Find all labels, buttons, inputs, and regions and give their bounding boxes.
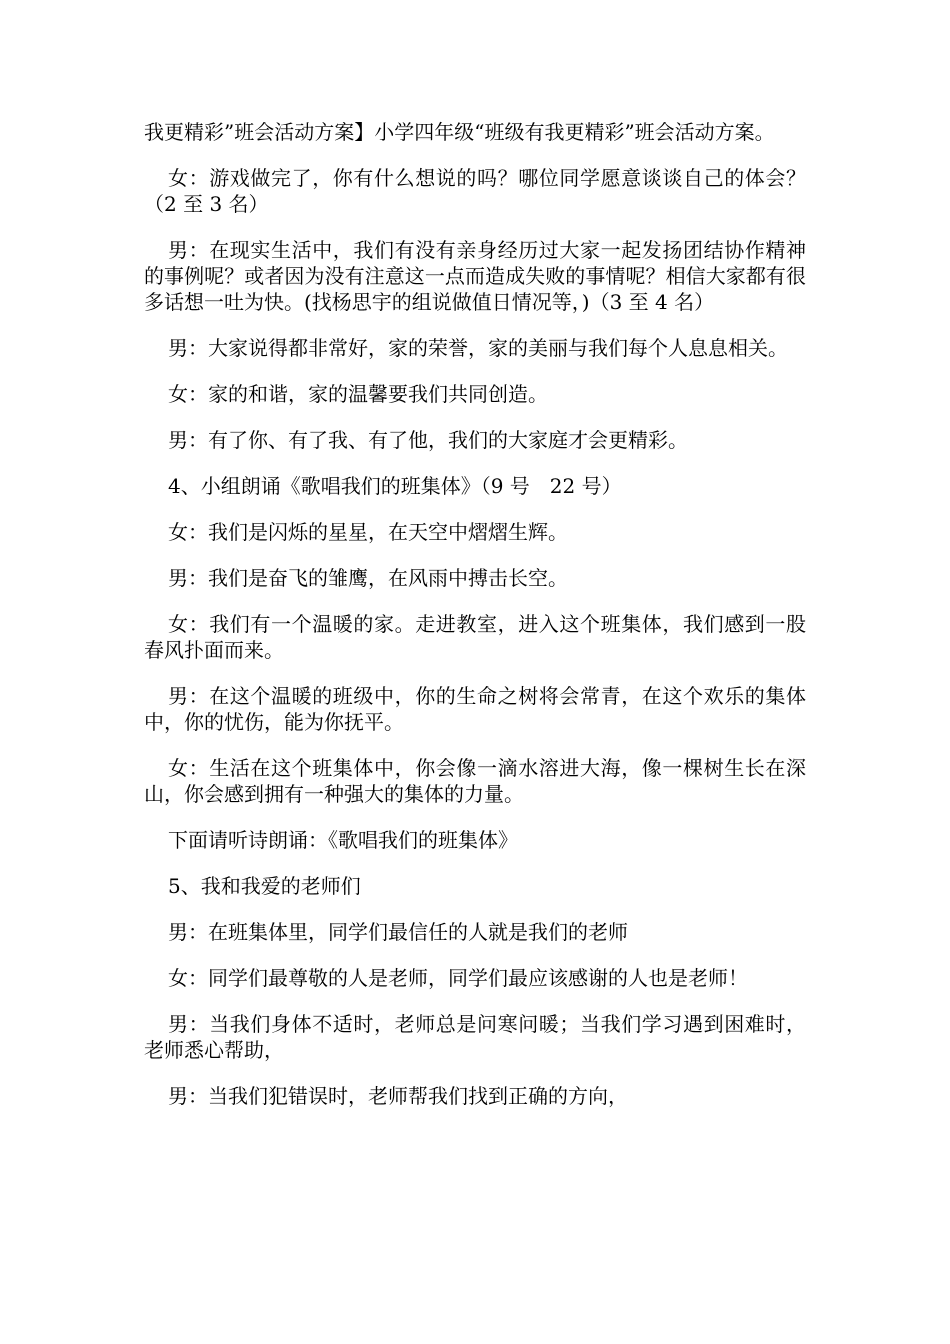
paragraph: 男：在班集体里，同学们最信任的人就是我们的老师	[168, 920, 628, 944]
section-heading: 4、小组朗诵《歌唱我们的班集体》（9 号 22 号）	[168, 474, 622, 498]
paragraph: 男：当我们身体不适时，老师总是问寒问暖；当我们学习遇到困难时，老师悉心帮助，	[144, 1012, 806, 1062]
paragraph: 女：同学们最尊敬的人是老师，同学们最应该感谢的人也是老师！	[168, 966, 748, 990]
document-body	[144, 119, 806, 1129]
paragraph: 女：生活在这个班集体中，你会像一滴水溶进大海，像一棵树生长在深山，你会感到拥有一种强大的集体的力量。	[144, 756, 806, 806]
paragraph: 女：家的和谐，家的温馨要我们共同创造。	[168, 382, 548, 406]
paragraph: 男：我们是奋飞的雏鹰，在风雨中搏击长空。	[168, 566, 568, 590]
paragraph: 男：当我们犯错误时，老师帮我们找到正确的方向，	[168, 1084, 628, 1108]
paragraph: 男：在这个温暖的班级中，你的生命之树将会常青，在这个欢乐的集体中，你的忧伤，能为你抚平。	[144, 684, 806, 734]
paragraph: 我更精彩”班会活动方案】小学四年级“班级有我更精彩”班会活动方案。	[144, 120, 775, 144]
paragraph: 女：游戏做完了，你有什么想说的吗？哪位同学愿意谈谈自己的体会？（2 至 3 名）	[144, 166, 806, 216]
paragraph: 男：大家说得都非常好，家的荣誉，家的美丽与我们每个人息息相关。	[168, 336, 788, 360]
paragraph: 女：我们有一个温暖的家。走进教室，进入这个班集体，我们感到一股春风扑面而来。	[144, 612, 806, 662]
paragraph: 男：在现实生活中，我们有没有亲身经历过大家一起发扬团结协作精神的事例呢？或者因为没有注意这一点而造成失败的事情呢？相信大家都有很多话想一吐为快。(找杨思宇的组说做值日情况等，)（3 至 4 名）	[144, 238, 806, 314]
paragraph: 女：我们是闪烁的星星，在天空中熠熠生辉。	[168, 520, 568, 544]
paragraph: 下面请听诗朗诵：《歌唱我们的班集体》	[168, 828, 518, 852]
paragraph: 男：有了你、有了我、有了他，我们的大家庭才会更精彩。	[168, 428, 688, 452]
section-heading: 5、我和我爱的老师们	[168, 874, 361, 898]
